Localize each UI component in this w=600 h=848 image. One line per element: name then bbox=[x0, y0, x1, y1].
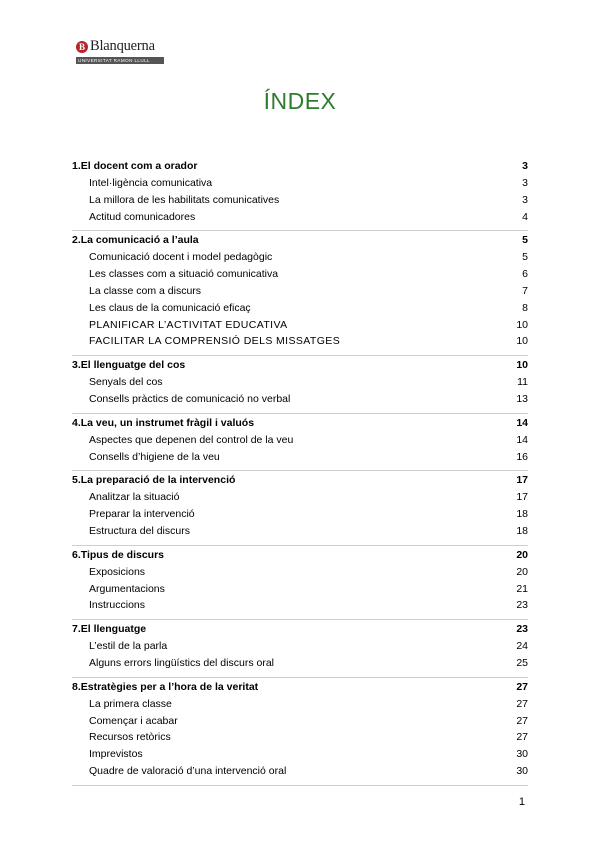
toc-section-title: 7.El llenguatge bbox=[72, 623, 147, 636]
toc-entry[interactable] bbox=[72, 251, 528, 268]
toc-entry[interactable] bbox=[72, 508, 528, 525]
toc-section-title: 8.Estratègies per a l’hora de la veritat bbox=[72, 680, 259, 693]
toc-section-heading[interactable] bbox=[72, 623, 528, 640]
toc-entry-label: Quadre de valoració d’una intervenció oral bbox=[89, 764, 287, 777]
toc-section-heading[interactable] bbox=[72, 474, 528, 491]
toc-entry[interactable] bbox=[72, 434, 528, 451]
toc-entry-label: Aspectes que depenen del control de la veu bbox=[89, 433, 294, 446]
toc-section-page: 27 bbox=[516, 680, 528, 693]
toc-entry-page: 14 bbox=[516, 433, 528, 446]
toc-entry[interactable] bbox=[72, 698, 528, 715]
toc-section bbox=[72, 234, 528, 356]
toc-entry-label: Actitud comunicadores bbox=[89, 210, 196, 223]
toc-entry[interactable] bbox=[72, 583, 528, 600]
toc-section-heading[interactable] bbox=[72, 160, 528, 177]
toc-section bbox=[72, 359, 528, 414]
blanquerna-logo bbox=[76, 38, 166, 64]
toc-entry[interactable] bbox=[72, 285, 528, 302]
toc-entry-page: 4 bbox=[522, 210, 528, 223]
toc-section-title: 3.El llenguatge del cos bbox=[72, 359, 186, 372]
toc-entry-label: Instruccions bbox=[89, 599, 146, 612]
toc-entry-page: 18 bbox=[516, 508, 528, 521]
toc-entry-label: Imprevistos bbox=[89, 748, 143, 761]
toc-entry-label: Analitzar la situació bbox=[89, 491, 180, 504]
toc-entry-page: 25 bbox=[516, 656, 528, 669]
toc-entry[interactable] bbox=[72, 319, 528, 336]
toc-entry[interactable] bbox=[72, 765, 528, 782]
toc-entry-label: FACILITAR LA COMPRENSIÓ DELS MISSATGES bbox=[89, 335, 341, 348]
toc-section-page: 3 bbox=[522, 160, 528, 172]
toc-entry-page: 27 bbox=[516, 731, 528, 744]
toc-section-page: 17 bbox=[516, 474, 528, 487]
toc-entry-label: Argumentacions bbox=[89, 582, 165, 595]
toc-section-heading[interactable] bbox=[72, 681, 528, 698]
toc-entry-page: 24 bbox=[516, 640, 528, 653]
toc-entry-page: 5 bbox=[522, 251, 528, 264]
toc-entry-label: Comunicació docent i model pedagògic bbox=[89, 251, 273, 264]
toc-entry[interactable] bbox=[72, 657, 528, 674]
toc-entry-page: 8 bbox=[522, 301, 528, 314]
toc-entry-page: 16 bbox=[516, 450, 528, 463]
logo-mark-icon: B bbox=[76, 41, 88, 53]
toc-entry-label: La primera classe bbox=[89, 697, 172, 710]
toc-entry-page: 6 bbox=[522, 268, 528, 281]
toc-entry-page: 27 bbox=[516, 697, 528, 710]
toc-entry[interactable] bbox=[72, 640, 528, 657]
toc-section-title: 5.La preparació de la intervenció bbox=[72, 474, 236, 487]
toc-entry[interactable] bbox=[72, 335, 528, 352]
toc-entry[interactable] bbox=[72, 566, 528, 583]
toc-entry-page: 27 bbox=[516, 714, 528, 727]
logo-subtitle: UNIVERSITAT RAMON LLULL bbox=[76, 57, 164, 64]
toc-entry-label: Estructura del discurs bbox=[89, 524, 190, 537]
toc-entry[interactable] bbox=[72, 491, 528, 508]
toc-entry[interactable] bbox=[72, 599, 528, 616]
toc-entry-page: 11 bbox=[517, 376, 528, 389]
toc-entry-page: 3 bbox=[522, 177, 528, 189]
toc-entry[interactable] bbox=[72, 302, 528, 319]
toc-section-page: 20 bbox=[516, 548, 528, 561]
toc-entry[interactable] bbox=[72, 748, 528, 765]
toc-entry-label: Començar i acabar bbox=[89, 714, 178, 727]
toc-entry-page: 13 bbox=[516, 392, 528, 405]
toc-entry-page: 20 bbox=[516, 565, 528, 578]
toc-entry-label: L’estil de la parla bbox=[89, 640, 168, 653]
page-title: ÍNDEX bbox=[263, 88, 337, 114]
toc-section bbox=[72, 681, 528, 786]
table-of-contents bbox=[72, 160, 528, 789]
toc-section bbox=[72, 417, 528, 472]
toc-section-heading[interactable] bbox=[72, 417, 528, 434]
toc-entry-page: 10 bbox=[516, 318, 528, 331]
toc-entry[interactable] bbox=[72, 525, 528, 542]
toc-section-page: 14 bbox=[516, 416, 528, 429]
toc-entry-page: 17 bbox=[516, 491, 528, 504]
toc-entry[interactable] bbox=[72, 211, 528, 228]
toc-section-title: 6.Tipus de discurs bbox=[72, 548, 165, 561]
logo-wordmark: Blanquerna bbox=[90, 38, 155, 54]
toc-entry-label: Alguns errors lingüístics del discurs oral bbox=[89, 656, 274, 669]
toc-entry-label: Les claus de la comunicació eficaç bbox=[89, 301, 251, 314]
toc-entry-label: La millora de les habilitats comunicatives bbox=[89, 193, 280, 206]
toc-entry-label: La classe com a discurs bbox=[89, 284, 202, 297]
toc-entry-page: 21 bbox=[516, 582, 528, 595]
toc-entry[interactable] bbox=[72, 177, 528, 194]
toc-section bbox=[72, 623, 528, 678]
toc-entry-label: Preparar la intervenció bbox=[89, 508, 195, 521]
toc-entry-label: PLANIFICAR L’ACTIVITAT EDUCATIVA bbox=[89, 318, 288, 331]
toc-entry-label: Recursos retòrics bbox=[89, 731, 171, 744]
toc-entry[interactable] bbox=[72, 393, 528, 410]
toc-section bbox=[72, 474, 528, 545]
toc-entry-page: 30 bbox=[516, 764, 528, 777]
page-number: 1 bbox=[518, 796, 525, 808]
toc-entry-page: 3 bbox=[522, 193, 528, 206]
toc-section-page: 10 bbox=[516, 359, 528, 372]
toc-section-page: 23 bbox=[516, 623, 528, 636]
toc-section-title: 1.El docent com a orador bbox=[72, 160, 198, 172]
toc-section-title: 2.La comunicació a l’aula bbox=[72, 234, 199, 247]
toc-entry-page: 23 bbox=[516, 599, 528, 612]
toc-section-heading[interactable] bbox=[72, 359, 528, 376]
toc-entry[interactable] bbox=[72, 376, 528, 393]
toc-section-heading[interactable] bbox=[72, 234, 528, 251]
toc-entry[interactable] bbox=[72, 194, 528, 211]
toc-entry-page: 7 bbox=[522, 284, 528, 297]
toc-entry-label: Les classes com a situació comunicativa bbox=[89, 268, 279, 281]
toc-entry[interactable] bbox=[72, 268, 528, 285]
toc-section-page: 5 bbox=[522, 234, 528, 247]
toc-entry-label: Exposicions bbox=[89, 565, 146, 578]
toc-entry-label: Intel·ligència comunicativa bbox=[89, 177, 213, 189]
toc-entry[interactable] bbox=[72, 731, 528, 748]
toc-entry-page: 30 bbox=[516, 748, 528, 761]
toc-entry[interactable] bbox=[72, 715, 528, 732]
toc-entry-label: Consells pràctics de comunicació no verbal bbox=[89, 392, 291, 405]
toc-section-heading[interactable] bbox=[72, 549, 528, 566]
toc-entry-label: Consells d’higiene de la veu bbox=[89, 450, 220, 463]
toc-entry-page: 10 bbox=[516, 335, 528, 348]
toc-section-title: 4.La veu, un instrumet fràgil i valuós bbox=[72, 416, 255, 429]
toc-entry[interactable] bbox=[72, 451, 528, 468]
toc-section bbox=[72, 549, 528, 620]
toc-section bbox=[72, 160, 528, 231]
toc-entry-page: 18 bbox=[516, 524, 528, 537]
toc-entry-label: Senyals del cos bbox=[89, 376, 163, 389]
